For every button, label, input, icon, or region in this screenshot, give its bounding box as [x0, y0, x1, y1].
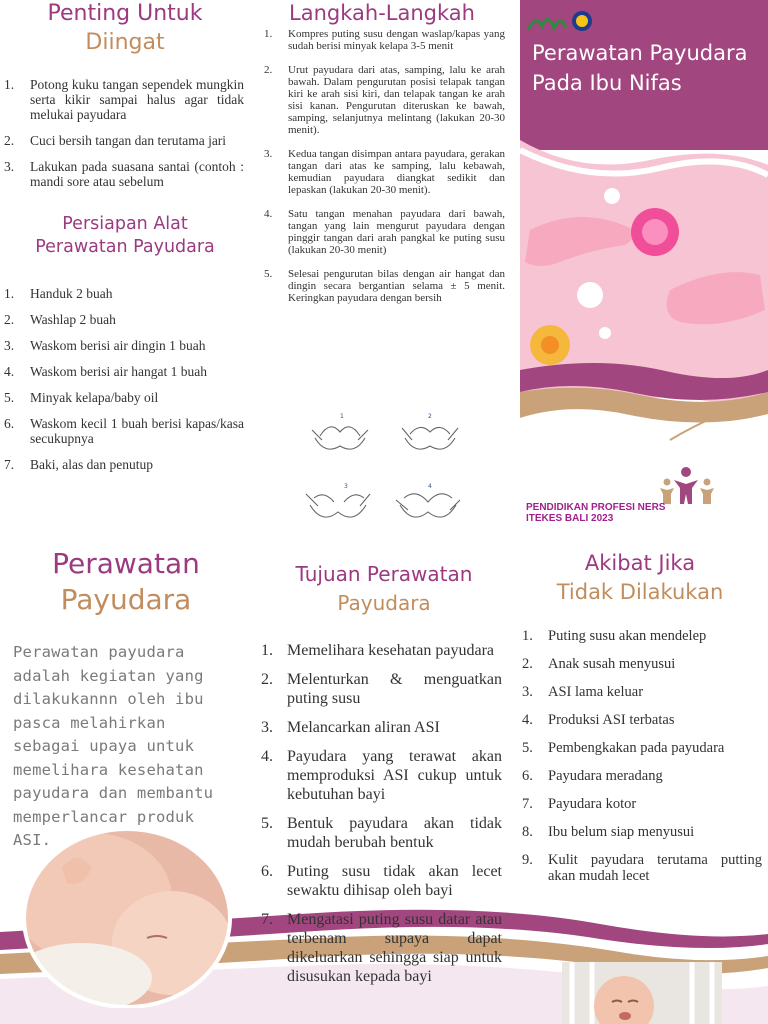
- persiapan-list: [4, 286, 244, 483]
- list-item: 4. Waskom berisi air hangat 1 buah: [4, 364, 207, 379]
- penting-heading-line2: Diingat: [85, 29, 165, 55]
- perawatan-heading: [0, 546, 252, 619]
- org-line1: PENDIDIKAN PROFESI NERS: [526, 502, 666, 513]
- list-item: 1. Handuk 2 buah: [4, 286, 113, 301]
- penting-heading: [0, 0, 250, 57]
- diagram-step-3: [306, 494, 370, 517]
- diagram-label-3: 3: [344, 483, 348, 490]
- white-flower-icon: [604, 188, 620, 204]
- list-item: 6. Waskom kecil 1 buah berisi kapas/kasa secukupnya: [4, 416, 244, 446]
- list-item: 1. Potong kuku tangan sependek mungkin serta kikir sampai halus agar tidak melukai payudara: [4, 77, 244, 122]
- list-item: 5. Selesai pengurutan bilas dengan air hangat dan dingin secara bergantian selama ± 5 menit. Keringkan payudara dengan bersih: [264, 268, 505, 304]
- list-item: 3. Kedua tangan disimpan antara payudara, gerakan tangan dari atas ke samping, lalu kebawah, kemudian payudara diangkat sedikit dan lepaskan (lakukan 20-30 menit).: [264, 148, 505, 196]
- list-item: 7. Payudara kotor: [522, 796, 637, 812]
- list-item: 9. Kulit payudara terutama putting akan mudah lecet: [522, 852, 762, 884]
- list-item: 1. Memelihara kesehatan payudara: [261, 642, 495, 659]
- tujuan-heading: [256, 560, 512, 618]
- diagram-label-1: 1: [340, 413, 344, 420]
- list-item: 3. Waskom berisi air dingin 1 buah: [4, 338, 206, 353]
- org-label: [526, 502, 665, 524]
- perawatan-heading-line2: Payudara: [60, 583, 192, 617]
- diagram-step-4: [396, 494, 460, 517]
- logo-icon: [526, 8, 596, 34]
- list-item: 2. Anak susah menyusui: [522, 656, 676, 672]
- persiapan-heading-line2: Perawatan Payudara: [35, 236, 215, 257]
- akibat-heading-line2: Tidak Dilakukan: [556, 580, 724, 605]
- diagram-label-2: 2: [428, 413, 432, 420]
- tujuan-heading-line2: Payudara: [337, 591, 431, 615]
- akibat-list: [522, 628, 762, 896]
- diagram-label-4: 4: [428, 483, 432, 490]
- org-line2: ITEKES BALI 2023: [526, 513, 614, 524]
- list-item: 2. Melenturkan & menguatkan puting susu: [261, 671, 502, 707]
- penting-list: [4, 77, 244, 200]
- langkah-list: [264, 28, 505, 316]
- tujuan-heading-line1: Tujuan Perawatan: [295, 562, 473, 586]
- baby-photo: [562, 962, 722, 1024]
- list-item: 2. Washlap 2 buah: [4, 312, 116, 327]
- list-item: 2. Urut payudara dari atas, samping, lalu ke arah bawah. Dalam pengurutan posisi telapak tangan kiri ke arah sisi kiri, dan telapak tangan ke arah sisi kanan. Pengurutan diteruskan ke bawah, samping, selanjutnya melintang (lakukan 20-30 menit).: [264, 64, 505, 136]
- list-item: 7. Baki, alas dan penutup: [4, 457, 153, 472]
- diagram-step-2: [402, 427, 458, 449]
- persiapan-heading-line1: Persiapan Alat: [62, 214, 188, 234]
- list-item: 3. Melancarkan aliran ASI: [261, 719, 440, 736]
- breastfeeding-photo: [22, 828, 232, 1008]
- langkah-heading: Langkah-Langkah: [289, 1, 475, 25]
- cover-title-line2: Pada Ibu Nifas: [532, 71, 682, 95]
- list-item: 1. Puting susu akan mendelep: [522, 628, 707, 644]
- list-item: 4. Payudara yang terawat akan memproduksi ASI cukup untuk kebutuhan bayi: [261, 748, 502, 803]
- massage-diagram: [300, 410, 500, 540]
- list-item: 5. Pembengkakan pada payudara: [522, 740, 725, 756]
- tujuan-list: [261, 641, 502, 996]
- cover-title-line1: Perawatan Payudara: [532, 41, 748, 65]
- list-item: 7. Mengatasi puting susu datar atau terbenam supaya dapat dikeluarkan sehingga siap untuk disusukan kepada bayi: [261, 911, 502, 985]
- perawatan-heading-line1: Perawatan: [52, 547, 200, 580]
- list-item: 3. Lakukan pada suasana santai (contoh : mandi sore atau sebelum: [4, 159, 244, 189]
- list-item: 6. Payudara meradang: [522, 768, 663, 784]
- perawatan-description: Perawatan payudara adalah kegiatan yang dilakukannn oleh ibu pasca melahirkan sebagai upaya untuk memelihara kesehatan payudara dan membantu memperlancar produk ASI.: [13, 643, 214, 849]
- cover-panel: [520, 0, 768, 540]
- list-item: 6. Puting susu tidak akan lecet sewaktu dihisap oleh bayi: [261, 863, 502, 899]
- diagram-step-1: [312, 427, 368, 449]
- akibat-heading: [512, 549, 768, 608]
- penting-heading-line1: Penting Untuk: [47, 1, 203, 26]
- list-item: 3. ASI lama keluar: [522, 684, 644, 700]
- list-item: 8. Ibu belum siap menyusui: [522, 824, 695, 840]
- list-item: 4. Satu tangan menahan payudara dari bawah, tangan yang lain mengurut payudara dengan pinggir tangan dari arah pangkal ke puting susu (lakukan 20-30 menit): [264, 208, 505, 256]
- people-icon: [658, 466, 714, 506]
- list-item: 2. Cuci bersih tangan dan terutama jari: [4, 133, 227, 148]
- list-item: 1. Kompres puting susu dengan waslap/kapas yang sudah berisi minyak kelapa 3-5 menit: [264, 28, 505, 52]
- akibat-heading-line1: Akibat Jika: [584, 551, 696, 575]
- persiapan-heading: [0, 213, 250, 259]
- list-item: 5. Minyak kelapa/baby oil: [4, 390, 159, 405]
- cover-title: [532, 38, 766, 98]
- list-item: 4. Produksi ASI terbatas: [522, 712, 675, 728]
- list-item: 5. Bentuk payudara akan tidak mudah berubah bentuk: [261, 815, 502, 851]
